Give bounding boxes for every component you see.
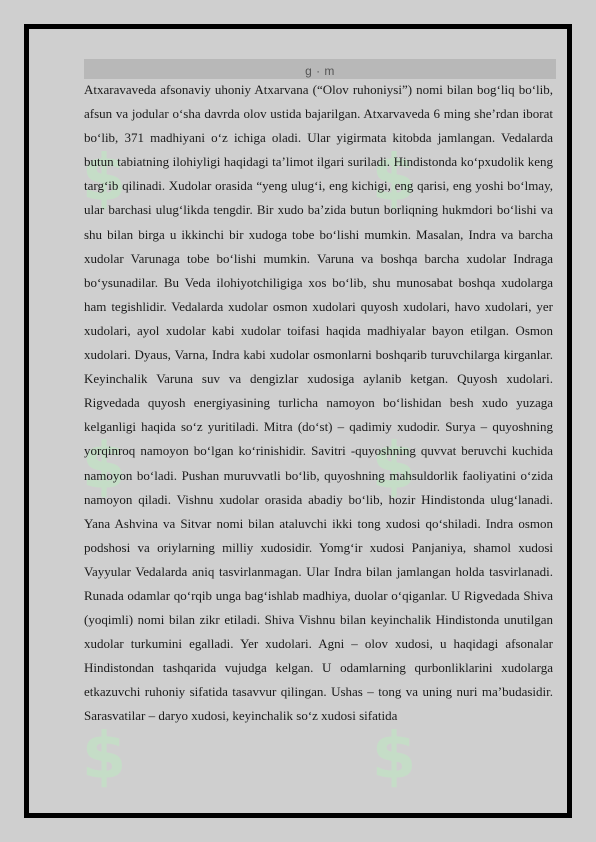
svg-text:$: $	[81, 720, 127, 792]
header-mark: g · m	[305, 64, 335, 78]
svg-text:$: $	[371, 430, 417, 502]
header-band	[84, 59, 556, 79]
svg-text:$: $	[371, 142, 417, 214]
svg-text:$: $	[81, 430, 127, 502]
svg-text:$: $	[371, 720, 417, 792]
svg-text:$: $	[81, 142, 127, 214]
body-paragraph: Atxaravaveda afsonaviy uhoniy Atxarvana (“Olov ruhoniysi”) nomi bilan bog‘liq bo‘lib, afsun va jodular o‘sha davrda olov ustida bajarilgan. Atxarvaveda 6 ming she’rdan iborat bo‘lib, 371 madhiyani o‘z ichiga oladi. Ular yigirmata kitobda jamlangan. Vedalarda butun tabiatning ilohiyligi haqidagi ta’limot ilgari suriladi. Hindistonda ko‘pxudolik keng targ‘ib qilinadi. Xudolar orasida “yeng ulug‘i, eng kichigi, eng qarisi, eng yoshi bo‘lmay, ular barchasi ulug‘likda tengdir. Bir xudo ba’zida butun borliqning hukmdori bo‘lishi va shu bilan birga u ikkinchi bir xudoga tobe bo‘lishi mumkin. Masalan, Indra va barcha xudolar Varunaga tobe bo‘lishi mumkin. Varuna va boshqa barcha xudolar Indraga bo‘ysunadilar. Bu Veda ilohiyotchiligiga xos bo‘lib, shu munosabat boshqa xudolarga ham tegishlidir. Vedalarda xudolar osmon xudolari quyosh xudolari, havo xudolari, yer xudolari, ayol xudolar kabi xudolar toifasi haqida madhiyalar bayon etilgan. Osmon xudolari. Dyaus, Varna, Indra kabi xudolar osmonlarni boshqarib turuvchilarga kirganlar. Keyinchalik Varuna suv va dengizlar xudosiga aylanib ketgan. Quyosh xudolari. Rigvedada quyosh energiyasining turlicha namoyon bo‘lishidan besh xudo yuzaga kelganligi haqida so‘z yuritiladi. Mitra (do‘st) – qadimiy xudodir. Surya – quyoshning yorqinroq namoyon bo‘lgan ko‘rinishidir. Savitri -quyoshning quvvat beruvchi kuchida namoyon bo‘ladi. Pushan muruvvatli bo‘lib, quyoshning mahsuldorlik faoliyatini o‘zida namoyon qiladi. Vishnu xudolar orasida abadiy bo‘lib, hozir Hindistonda ulug‘lanadi. Yana Ashvina va Sitvar nomi bilan ataluvchi ikki tong xudosi qo‘shiladi. Indra osmon podshosi va oriylarning milliy xudosidir. Yomg‘ir xudosi Panjaniya, shamol xudosi Vayyular Vedalarda aniq tasvirlanmagan. Ular Indra bilan jamlangan holda tasvirlanadi. Runada odamlar qo‘rqib unga bag‘ishlab madhiya, duolar o‘qiganlar. U Rigvedada Shiva (yoqimli) nomi bilan zikr etiladi. Shiva Vishnu bilan keyinchalik Hindistonda unutilgan xudolar turkumini egalladi. Yer xudolari. Agni – olov xudosi, u haqidagi afsonalar Hindistondan tashqarida vujudga kelgan. U odamlarning qurbonliklarini xudolarga etkazuvchi ruhoniy sifatida tasavvur qilingan. Ushas – tong va uning nuri ma’budasidir. Sarasvatilar – daryo xudosi, keyinchalik so‘z xudosi sifatida	[84, 82, 553, 724]
